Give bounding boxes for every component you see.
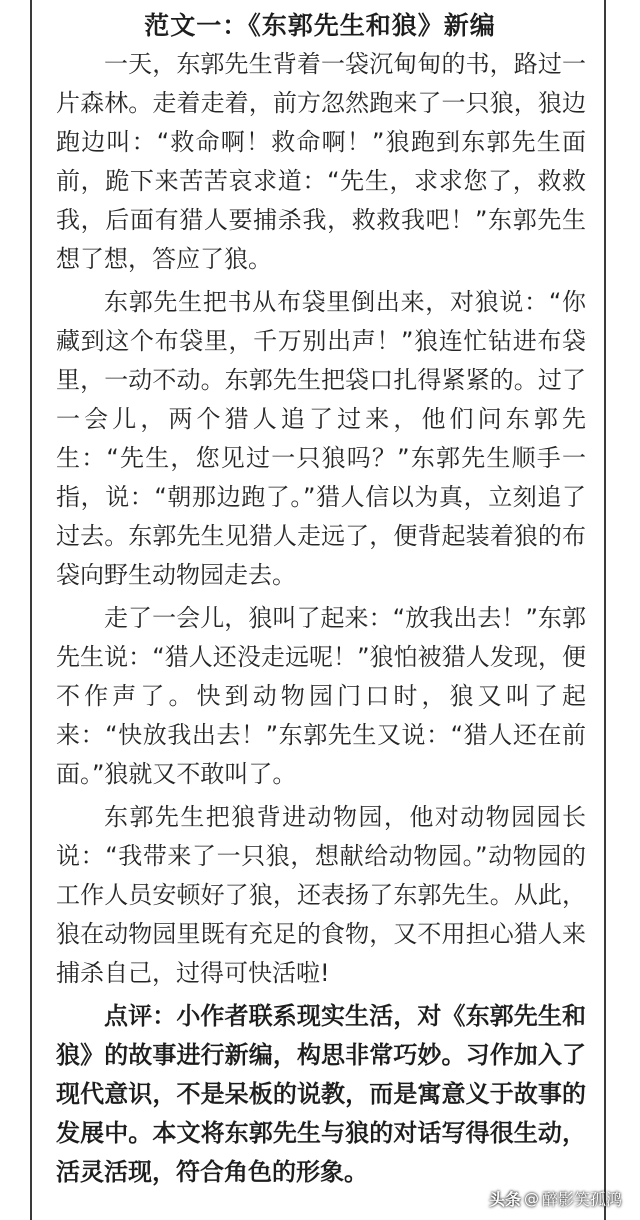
comment-paragraph: 点评：小作者联系现实生活，对《东郭先生和狼》的故事进行新编，构思非常巧妙。习作加入了现代意识，不是呆板的说教，而是寓意义于故事的发展中。本文将东郭先生与狼的对话写得很生动，活灵活现，符合角色的形象。 <box>56 1002 586 1186</box>
paragraph-4: 东郭先生把狼背进动物园，他对动物园园长说：“我带来了一只狼，想献给动物园。”动物园的工作人员安顿好了狼，还表扬了东郭先生。从此，狼在动物园里既有充足的食物，又不用担心猎人来捕杀自己，过得可快活啦! <box>56 803 586 987</box>
watermark-brand: 头条 <box>488 1190 521 1209</box>
document-title: 范文一：《东郭先生和狼》新编 <box>144 11 496 40</box>
watermark <box>489 1187 622 1210</box>
paragraph-1: 一天，东郭先生背着一袋沉甸甸的书，路过一片森林。走着走着，前方忽然跑来了一只狼，狼边跑边叫：“救命啊！救命啊！”狼跑到东郭先生面前，跪下来苦苦哀求道：“先生，求求您了，救救我，后面有猎人要捕杀我，救救我吧！”东郭先生想了想，答应了狼。 <box>56 50 586 273</box>
paragraph-2: 东郭先生把书从布袋里倒出来，对狼说：“你藏到这个布袋里，千万别出声！”狼连忙钻进布袋里，一动不动。东郭先生把袋口扎得紧紧的。过了一会儿，两个猎人追了过来，他们问东郭先生：“先生，您见过一只狼吗？”东郭先生顺手一指，说：“朝那边跑了。”猎人信以为真，立刻追了过去。东郭先生见猎人走远了，便背起装着狼的布袋向野生动物园走去。 <box>56 288 586 589</box>
watermark-handle: 醉影笑孤鸿 <box>541 1190 622 1209</box>
document-body <box>56 45 586 1196</box>
watermark-at: @ <box>523 1189 539 1208</box>
paragraph-3: 走了一会儿，狼叫了起来：“放我出去！”东郭先生说：“猎人还没走远呢！”狼怕被猎人发现，便不作声了。快到动物园门口时，狼又叫了起来：“快放我出去！”东郭先生又说：“猎人还在前面。”狼就又不敢叫了。 <box>56 604 586 788</box>
